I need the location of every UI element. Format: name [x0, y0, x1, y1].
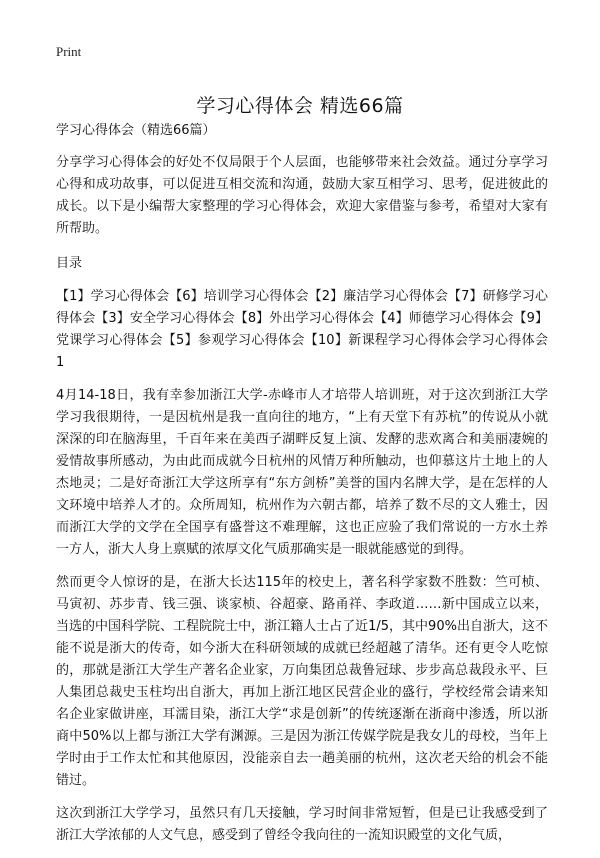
intro-paragraph: 分享学习心得体会的好处不仅局限于个人层面，也能够带来社会效益。通过分享学习心得和成功故事，可以促进互相交流和沟通，鼓励大家互相学习、思考，促进彼此的成长。以下是小编帮大家整理的学习心得体会，欢迎大家借鉴与参考，希望对大家有所帮助。	[56, 155, 548, 236]
toc-list: 【1】学习心得体会【6】培训学习心得体会【2】廉洁学习心得体会【7】研修学习心得体会【3】安全学习心得体会【8】外出学习心得体会【4】师德学习心得体会【9】党课学习心得体会【5】参观学习心得体会【10】新课程学习心得体会学习心得体会 1	[56, 289, 548, 370]
body-paragraph-3: 这次到浙江大学学习，虽然只有几天接触，学习时间非常短暂，但是已让我感受到了浙江大学浓郁的人文气息，感受到了曾经令我向往的一流知识殿堂的文化气质，	[56, 806, 548, 843]
toc-heading: 目录	[56, 256, 83, 271]
page-title: 学习心得体会 精选66篇	[196, 94, 404, 117]
print-link[interactable]: Print	[56, 44, 82, 59]
body-paragraph-2: 然而更令人惊讶的是，在浙大长达115年的校史上，著名科学家数不胜数：竺可桢、马寅初、苏步青、钱三强、谈家桢、谷超豪、路甬祥、李政道……新中国成立以来，当选的中国科学院、工程院院士中，浙江籍人士占了近1/5，其中90%出自浙大，这不能不说是浙大的传奇，如今浙大在科研领域的成就已经超越了清华。还有更令人吃惊的，那就是浙江大学生产著名企业家，万向集团总裁鲁冠球、步步高总裁段永平、巨人集团总裁史玉柱均出自浙大，再加上浙江地区民营企业的盛行，学校经常会请来知名企业家做讲座，耳濡目染，浙江大学“求是创新”的传统逐渐在浙商中渗透，所以浙商中50%以上都与浙江大学有渊源。三是因为浙江传媒学院是我女儿的母校，当年上学时由于工作太忙和其他原因，没能亲自去一趟美丽的杭州，这次老天给的机会不能错过。	[56, 575, 548, 788]
body-paragraph-1: 4月14-18日，我有幸参加浙江大学-赤峰市人才培带人培训班，对于这次到浙江大学学习我很期待，一是因杭州是我一直向往的地方，“上有天堂下有苏杭”的传说从小就深深的印在脑海里，千百年来在美西子湖畔反复上演、发酵的悲欢离合和美丽凄婉的爱情故事所感动，为由此而成就今日杭州的风情万种所触动，也仰慕这片土地上的人杰地灵；二是好奇浙江大学这所享有“东方剑桥”美誉的国内名牌大学，是在怎样的人文环境中培养人才的。众所周知，杭州作为六朝古都，培养了数不尽的文人雅士，因而浙江大学的文学在全国享有盛誉这不难理解，这也正应验了我们常说的一方水土养一方人，浙大人身上禀赋的浓厚文化气质那确实是一眼就能感觉的到得。	[56, 388, 548, 557]
document-body	[56, 120, 548, 858]
document-subtitle: 学习心得体会（精选66篇）	[56, 123, 216, 138]
